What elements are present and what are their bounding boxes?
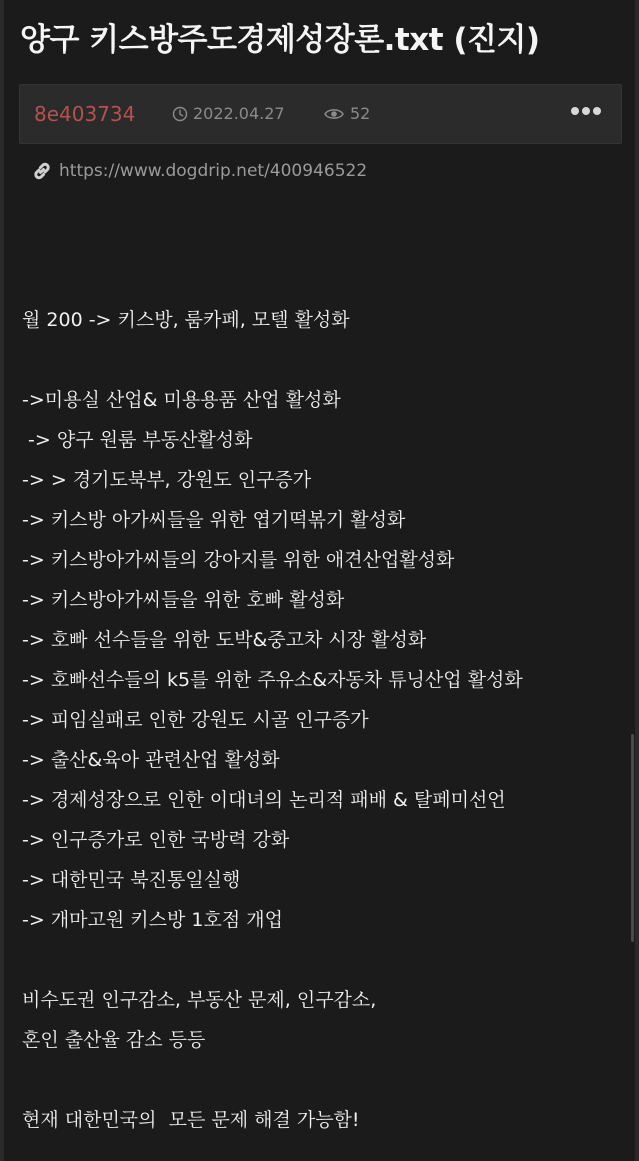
chain-item: -> 호빠선수들의 k5를 위한 주유소&자동차 튜닝산업 활성화 <box>22 669 523 691</box>
chain-item: -> 출산&육아 관련산업 활성화 <box>22 749 280 771</box>
body-problems-line-2: 혼인 출산율 감소 등등 <box>22 1029 206 1051</box>
scrollbar[interactable] <box>631 734 634 942</box>
chain-item: -> 인구증가로 인한 국방력 강화 <box>22 829 290 851</box>
post-views-count: 52 <box>350 104 371 123</box>
body-problems-line-1: 비수도권 인구감소, 부동산 문제, 인구감소, <box>22 989 377 1011</box>
clock-icon <box>172 106 188 122</box>
source-link-text[interactable]: https://www.dogdrip.net/400946522 <box>59 161 368 181</box>
right-edge <box>635 0 639 1161</box>
chain-item: -> 경제성장으로 인한 이대녀의 논리적 패배 & 탈페미선언 <box>22 789 506 811</box>
post-date-text: 2022.04.27 <box>193 104 285 123</box>
body-intro: 월 200 -> 키스방, 룸카페, 모텔 활성화 <box>22 309 350 331</box>
chain-item: -> 개마고원 키스방 1호점 개업 <box>22 909 283 931</box>
eye-icon <box>324 107 344 121</box>
chain-item: -> 대한민국 북진통일실행 <box>22 869 241 891</box>
link-icon <box>31 160 53 182</box>
post-body <box>22 300 622 1140</box>
post-date <box>172 104 285 124</box>
post-meta-bar <box>19 84 622 144</box>
chain-item: -> 양구 원룸 부동산활성화 <box>22 429 253 451</box>
source-link-row[interactable] <box>31 160 367 182</box>
author-name[interactable]: 8e403734 <box>34 102 136 126</box>
chain-item: -> 키스방아가씨들의 강아지를 위한 애견산업활성화 <box>22 549 455 571</box>
chain-item: -> 호빠 선수들을 위한 도박&중고차 시장 활성화 <box>22 629 427 651</box>
post-views <box>324 104 370 124</box>
left-edge <box>0 0 4 1161</box>
chain-item: -> 키스방아가씨들을 위한 호빠 활성화 <box>22 589 345 611</box>
chain-list <box>22 380 622 940</box>
chain-item: -> 키스방 아가씨들을 위한 엽기떡볶기 활성화 <box>22 509 406 531</box>
body-conclusion: 현재 대한민국의 모든 문제 해결 가능함! <box>22 1109 360 1131</box>
more-dots-icon[interactable] <box>571 107 601 115</box>
post-title: 양구 키스방주도경제성장론.txt (진지) <box>20 22 540 58</box>
chain-item: ->미용실 산업& 미용용품 산업 활성화 <box>22 389 341 411</box>
chain-item: -> 피임실패로 인한 강원도 시골 인구증가 <box>22 709 369 731</box>
chain-item: -> > 경기도북부, 강원도 인구증가 <box>22 469 312 491</box>
